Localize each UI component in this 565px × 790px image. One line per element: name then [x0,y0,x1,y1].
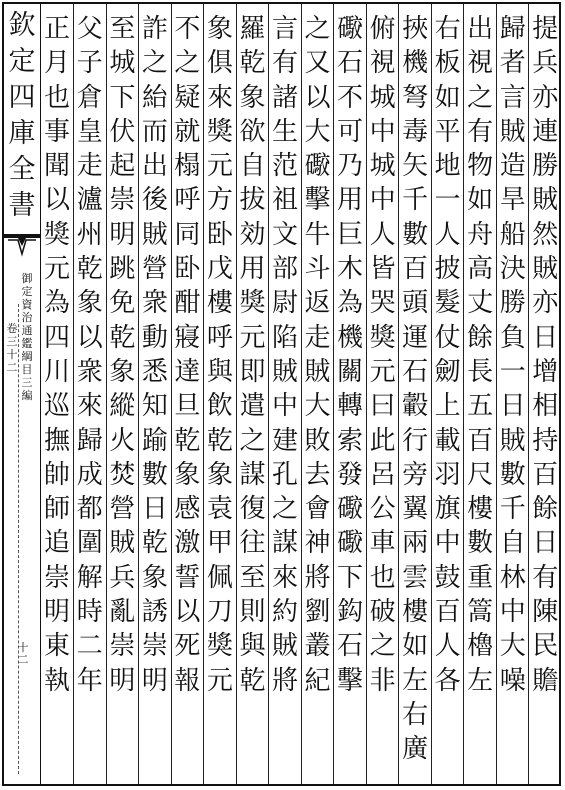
fish-tail-icon [4,232,40,258]
column-text: 羅 乾 象 欲 自 拔 効 用 獎 元 即 遣 之 謀 復 往 至 則 與 乾 [239,14,266,696]
column-text: 不 之 疑 就 榻 呼 同 卧 酣 寢 達 旦 乾 象 感 激 誓 以 死 報 [174,14,201,696]
folio-number: 十 二 [17,641,29,666]
page-frame [2,2,561,786]
text-column [366,4,399,784]
column-text: 礮 石 不 可 乃 用 巨 木 為 機 關 轉 索 發 礮 礮 下 鈎 石 擊 [337,14,364,696]
text-column [398,4,431,784]
text-column [333,4,366,784]
column-text: 提 兵 亦 連 勝 賊 然 賊 亦 日 增 相 持 百 餘 日 有 陳 民 贍 [532,14,559,696]
text-column [496,4,529,784]
column-text: 正 月 也 事 聞 以 獎 元 為 四 川 巡 撫 帥 師 追 崇 明 東 執 [43,14,70,696]
column-text: 父 子 倉 皇 走 瀘 州 乾 象 以 衆 來 歸 成 都 圍 解 時 二 年 [76,14,103,696]
text-column [463,4,496,784]
text-column [73,4,106,784]
column-text: 詐 之 紿 而 出 後 賊 營 衆 動 悉 知 踰 數 日 乾 象 誘 崇 明 [141,14,168,696]
column-text: 俯 視 城 中 城 中 人 皆 哭 獎 元 曰 此 呂 公 車 也 破 之 非 [369,14,396,696]
text-column [171,4,204,784]
text-column [106,4,139,784]
column-text: 歸 者 言 賊 造 旱 船 決 勝 負 一 日 賊 數 千 自 林 中 大 噪 [499,14,526,696]
text-columns [41,4,561,784]
text-column [528,4,561,784]
column-text: 右 板 如 平 地 一 人 披 髮 仗 劒 上 載 羽 旗 中 鼓 百 人 各 [434,14,461,696]
column-text: 象 俱 來 獎 元 方 卧 戊 樓 呼 與 飲 乾 象 袁 甲 佩 刀 獎 元 [206,14,233,696]
volume-number: 卷 三 十 二 [6,322,18,374]
fold-line [18,304,19,774]
text-column [41,4,73,784]
text-column [138,4,171,784]
text-column [236,4,269,784]
text-column [431,4,464,784]
margin-column [4,4,41,784]
column-text: 挾 機 弩 毒 矢 千 數 百 頭 運 石 轂 行 旁 翼 兩 雲 樓 如 左 右 廣 [402,14,429,765]
book-title: 欽 定 四 庫 全 書 [8,10,36,221]
column-text: 言 有 諸 生 范 祖 文 部 尉 陷 賊 中 建 孔 之 謀 來 約 賊 將 [271,14,298,696]
column-text: 出 視 之 有 物 如 舟 高 丈 餘 長 五 百 尺 樓 數 重 篙 櫓 左 [467,14,494,696]
text-column [203,4,236,784]
sub-title: 御 定 資 治 通 鑑 綱 目 三 編 [21,272,33,402]
column-text: 至 城 下 伏 起 崇 明 跳 免 乾 象 縱 火 焚 營 賊 兵 亂 崇 明 [109,14,136,696]
column-text: 之 又 以 大 礮 擊 牛 斗 返 走 賊 大 敗 去 會 神 將 劉 叢 紀 [304,14,331,696]
text-column [301,4,334,784]
text-column [268,4,301,784]
